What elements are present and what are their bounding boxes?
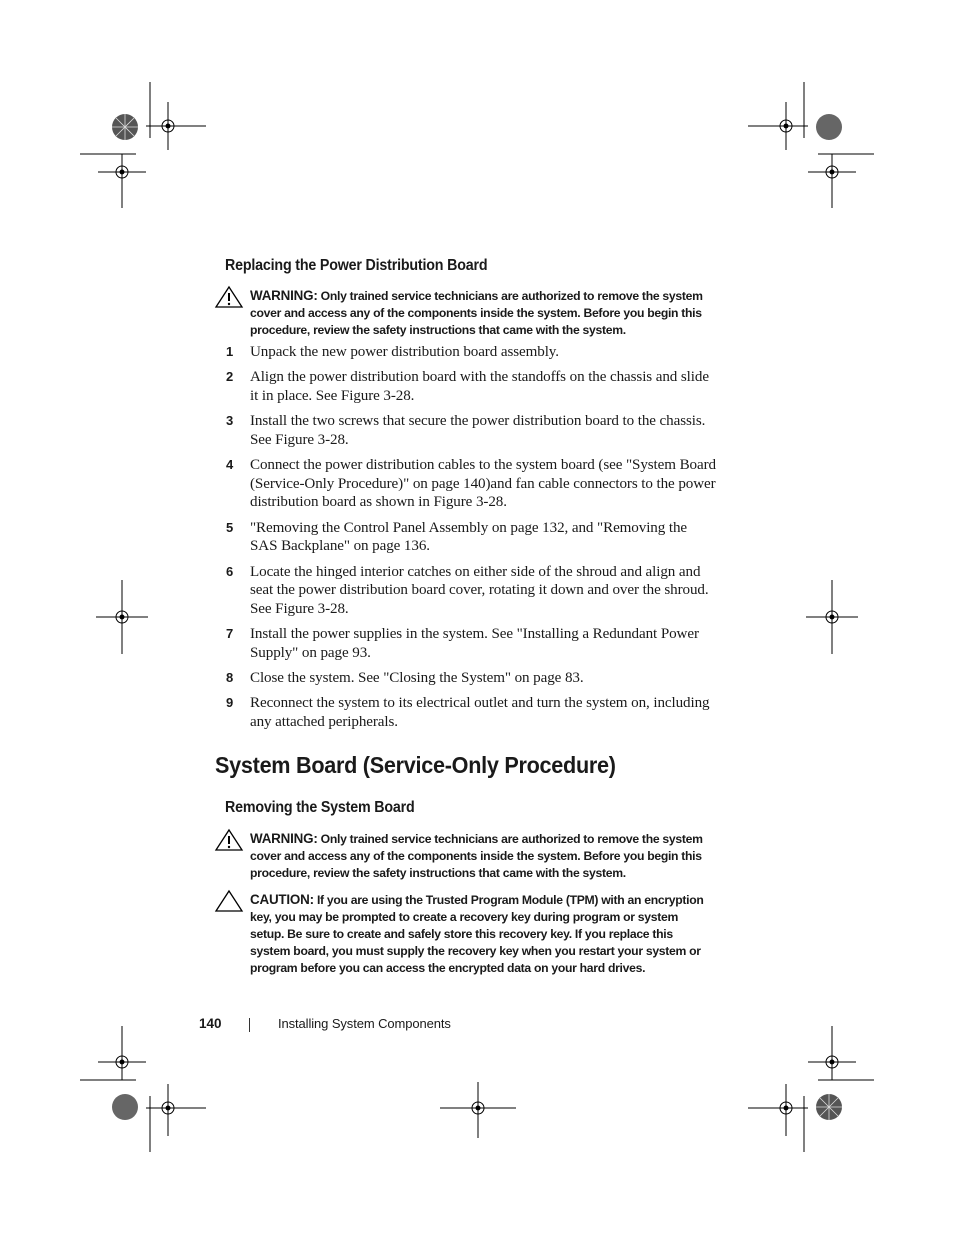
procedure-step	[226, 456, 716, 512]
procedure-step	[226, 368, 716, 405]
procedure-step	[226, 694, 716, 731]
step-text: Close the system. See "Closing the System" on page 83.	[250, 670, 584, 687]
step-text: Align the power distribution board with the standoffs on the chassis and slide it in place. See Figure 3-28.	[250, 369, 709, 404]
caution-body: If you are using the Trusted Program Module (TPM) with an encryption key, you may be prompted to create a recovery key during program or system setup. Be sure to create and safely store this recovery key. If you replace this system board, you must supply the recovery key when you restart your system or program before you can access the encrypted data on your hard drives.	[250, 893, 704, 975]
page-number: 140	[199, 1016, 222, 1031]
step-number: 6	[226, 563, 234, 579]
warning-icon	[214, 828, 244, 857]
crop-marks-mid-right	[802, 578, 862, 658]
warning-notice	[214, 287, 714, 339]
step-text: Reconnect the system to its electrical outlet and turn the system on, including any attached peripherals.	[250, 695, 710, 730]
section-heading-system-board: System Board (Service-Only Procedure)	[215, 752, 616, 778]
step-number: 3	[226, 413, 234, 429]
step-number: 9	[226, 695, 234, 711]
crop-marks-bottom-left	[78, 1024, 208, 1154]
procedure-step	[226, 625, 716, 662]
step-text: Locate the hinged interior catches on either side of the shroud and align and seat the power distribution board cover, rotating it down and over the shroud. See Figure 3-28.	[250, 563, 709, 617]
warning-notice	[214, 830, 714, 882]
caution-notice	[214, 891, 714, 977]
caution-icon	[214, 889, 244, 918]
section-heading-replacing-pdb: Replacing the Power Distribution Board	[225, 257, 488, 274]
step-number: 1	[226, 344, 234, 359]
step-number: 7	[226, 626, 234, 642]
crop-marks-top-left	[78, 80, 208, 210]
warning-text	[250, 830, 714, 882]
step-text: Install the two screws that secure the power distribution board to the chassis. See Figure 3-28.	[250, 413, 706, 448]
footer-divider	[249, 1018, 250, 1032]
warning-icon	[214, 285, 244, 314]
step-number: 5	[226, 519, 234, 535]
caution-text	[250, 891, 714, 977]
crop-marks-bottom-right	[746, 1024, 876, 1154]
subsection-heading-removing-system-board: Removing the System Board	[225, 799, 415, 816]
crop-marks-bottom-center	[438, 1080, 518, 1140]
warning-body: Only trained service technicians are authorized to remove the system cover and access any of the components inside the system. Before you begin this procedure, review the safety instructions that came with the system.	[250, 832, 703, 880]
step-text: Install the power supplies in the system. See "Installing a Redundant Power Supply" on page 93.	[250, 626, 699, 661]
procedure-step	[226, 519, 716, 556]
step-number: 4	[226, 457, 234, 473]
step-number: 2	[226, 369, 234, 385]
procedure-step	[226, 669, 716, 688]
warning-label: WARNING:	[250, 831, 318, 846]
procedure-steps	[226, 343, 716, 738]
caution-label: CAUTION:	[250, 892, 314, 907]
step-number: 8	[226, 670, 234, 686]
procedure-step	[226, 412, 716, 449]
procedure-step	[226, 343, 716, 362]
chapter-title: Installing System Components	[278, 1016, 451, 1031]
crop-marks-mid-left	[92, 578, 152, 658]
step-text: Unpack the new power distribution board assembly.	[250, 344, 559, 360]
procedure-step	[226, 563, 716, 619]
step-text: Connect the power distribution cables to the system board (see "System Board (Service-Only Procedure)" on page 140)and fan cable connectors to the power distribution board as shown in Figure 3-28.	[250, 457, 716, 511]
warning-text	[250, 287, 714, 339]
warning-label: WARNING:	[250, 288, 318, 303]
crop-marks-top-right	[746, 80, 876, 210]
warning-body: Only trained service technicians are authorized to remove the system cover and access any of the components inside the system. Before you begin this procedure, review the safety instructions that came with the system.	[250, 289, 703, 337]
step-text: "Removing the Control Panel Assembly on page 132, and "Removing the SAS Backplane" on page 136.	[250, 519, 688, 555]
